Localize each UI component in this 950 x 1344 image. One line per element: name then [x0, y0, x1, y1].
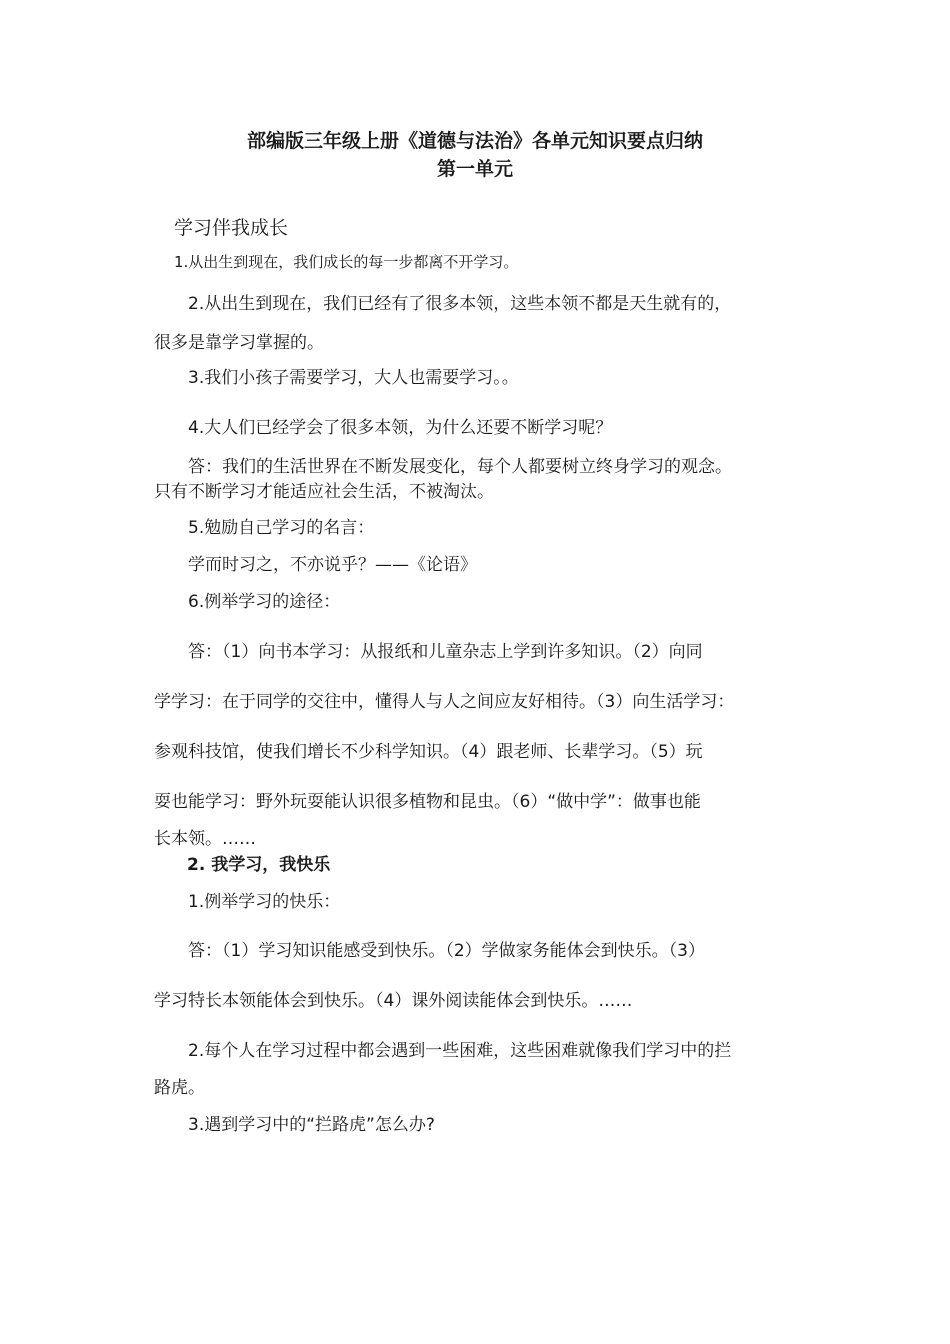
answer-6-line-4: 耍也能学习：野外玩耍能认识很多植物和昆虫。（6）“做中学”：做事也能: [154, 792, 701, 812]
answer-6-line-5: 长本领。……: [154, 829, 256, 849]
answer-6-line-1: 答：（1）向书本学习：从报纸和儿童杂志上学到许多知识。（2）向同: [188, 642, 703, 662]
answer-6-line-2: 学学习：在于同学的交往中，懂得人与人之间应友好相待。（3）向生活学习：: [154, 692, 735, 712]
paragraph-1: 1.从出生到现在，我们成长的每一步都离不开学习。: [174, 253, 519, 271]
answer-4-line-1: 答：我们的生活世界在不断发展变化，每个人都要树立终身学习的观念。: [188, 457, 732, 477]
section2-paragraph-2-line-1: 2.每个人在学习过程中都会遇到一些困难，这些困难就像我们学习中的拦: [188, 1041, 732, 1061]
section2-answer-1-line-2: 学习特长本领能体会到快乐。（4）课外阅读能体会到快乐。……: [154, 991, 633, 1011]
paragraph-4: 4.大人们已经学会了很多本领，为什么还要不断学习呢？: [188, 418, 613, 438]
paragraph-3: 3.我们小孩子需要学习，大人也需要学习。。: [188, 368, 519, 388]
paragraph-5: 5.勉励自己学习的名言：: [188, 518, 375, 538]
answer-4-line-2: 只有不断学习才能适应社会生活，不被淘汰。: [154, 482, 494, 502]
section2-paragraph-2-line-2: 路虎。: [154, 1078, 205, 1098]
paragraph-2-line-2: 很多是靠学习掌握的。: [154, 333, 324, 353]
section2-paragraph-1: 1.例举学习的快乐：: [188, 892, 341, 912]
document-title: 部编版三年级上册《道德与法治》各单元知识要点归纳: [246, 130, 703, 152]
section-heading-1: 学习伴我成长: [174, 217, 289, 239]
section-heading-2: 2. 我学习，我快乐: [187, 855, 331, 875]
answer-6-line-3: 参观科技馆，使我们增长不少科学知识。（4）跟老师、长辈学习。（5）玩: [154, 742, 703, 762]
paragraph-2-line-1: 2.从出生到现在，我们已经有了很多本领，这些本领不都是天生就有的，: [188, 294, 732, 314]
quote: 学而时习之，不亦说乎？——《论语》: [188, 555, 477, 575]
paragraph-6: 6.例举学习的途径：: [188, 592, 341, 612]
unit-heading: 第一单元: [436, 158, 513, 180]
section2-paragraph-3: 3.遇到学习中的“拦路虎”怎么办?: [188, 1115, 435, 1135]
section2-answer-1-line-1: 答：（1）学习知识能感受到快乐。（2）学做家务能体会到快乐。（3）: [188, 941, 705, 961]
